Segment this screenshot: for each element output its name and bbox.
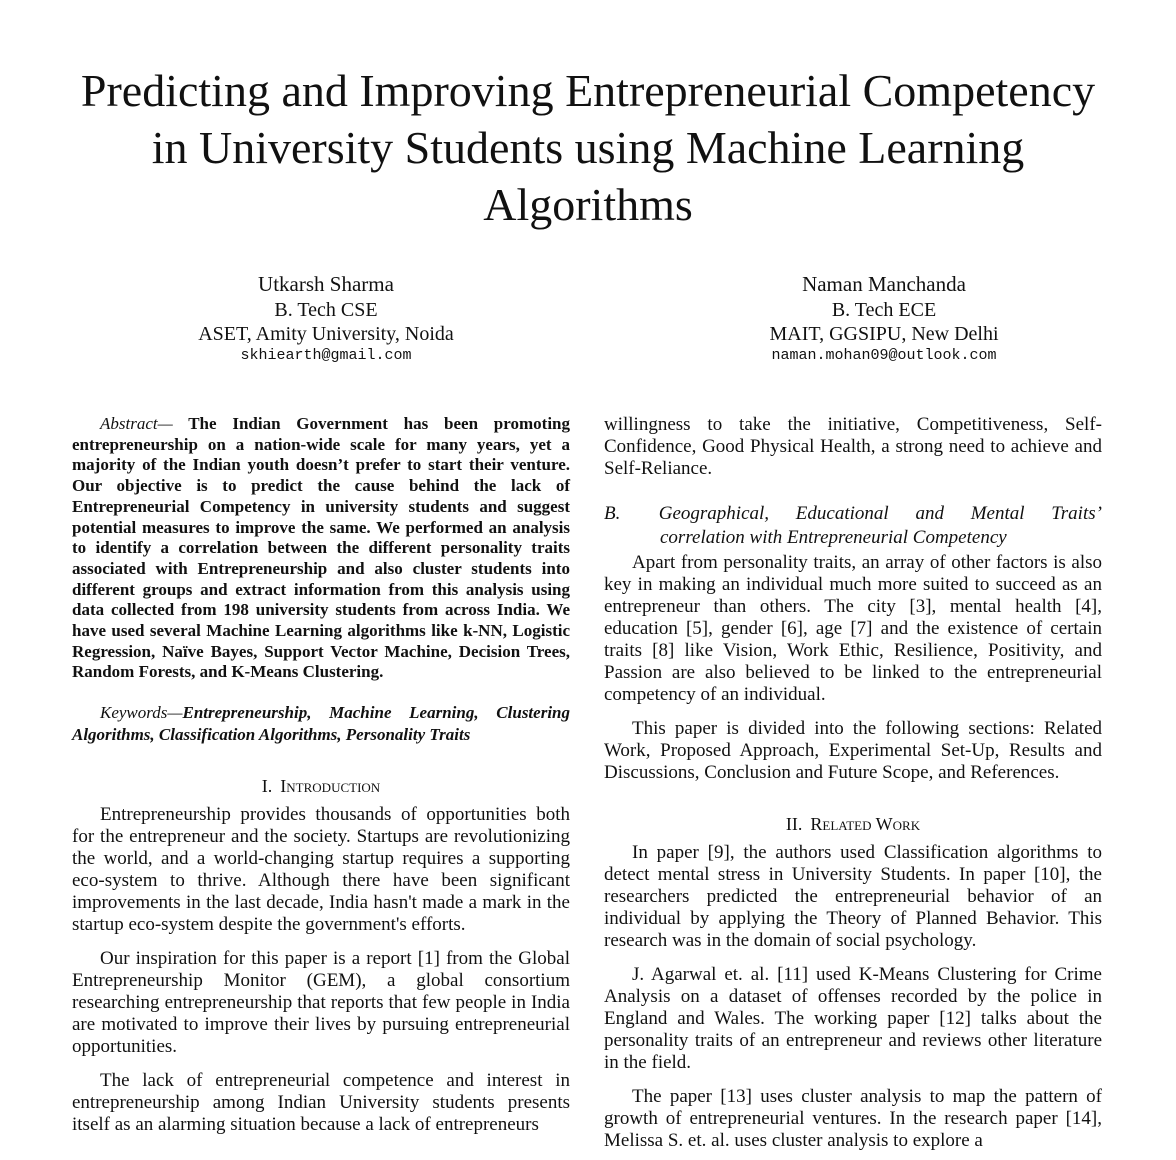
keywords-text: Entrepreneurship, Machine Learning, Clustering Algorithms, Classification Algorithms, Personality Traits: [72, 703, 570, 745]
paper-title: Predicting and Improving Entrepreneurial Competency in University Students using Machine Learning Algorithms: [80, 65, 1096, 230]
abstract: [72, 414, 570, 683]
abstract-label: Abstract—: [100, 414, 173, 433]
abstract-text: The Indian Government has been promoting entrepreneurship on a nation-wide scale for many years, yet a majority of the Indian youth doesn’t prefer to start their venture. Our objective is to predict the cause behind the lack of Entrepreneurial Competency in university students and suggest potential measures to improve the same. We performed an analysis to identify a correlation between the different personality traits associated with Entrepreneurship and also cluster students into different groups and extract information from this analysis using data collected from 198 university students from across India. We have used several Machine Learning algorithms like k-NN, Logistic Regression, Naïve Bayes, Support Vector Machine, Decision Trees, Random Forests, and K-Means Clustering.: [72, 414, 570, 682]
subsection-title-word: and: [915, 503, 944, 524]
intro-paragraph-1: Entrepreneurship provides thousands of opportunities both for the entrepreneur and the society. Startups are revolutionizing the world, and a world-changing startup requires a supporting eco-system to thrive. Although there have been significant improvements in the last decade, India hasn't made a mark in the startup eco-system despite the government's efforts.: [72, 804, 570, 936]
subsection-title-word: Geographical,: [658, 503, 770, 524]
continued-paragraph: willingness to take the initiative, Competitiveness, Self-Confidence, Good Physical Health, a strong need to achieve and Self-Reliance.: [604, 414, 1102, 479]
related-work-paragraph-3: The paper [13] uses cluster analysis to map the pattern of growth of entrepreneurial ventures. In the research paper [14], Melissa S. et. al. uses cluster analysis to explore a: [604, 1086, 1102, 1151]
intro-paragraph-2: Our inspiration for this paper is a report [1] from the Global Entrepreneurship Monitor (GEM), a global consortium researching entrepreneurship that reports that few people in India are motivated to improve their lives by pursuing entrepreneurial opportunities.: [72, 948, 570, 1058]
author-affiliation: MAIT, GGSIPU, New Delhi: [769, 323, 999, 345]
subsection-b-paragraph-2: This paper is divided into the following sections: Related Work, Proposed Approach, Experimental Set-Up, Results and Discussions, Conclusion and Future Scope, and References.: [604, 718, 1102, 783]
section-heading-related-work: [604, 812, 1102, 836]
section-number: II.: [785, 814, 803, 834]
keywords: [72, 702, 570, 746]
subsection-title-word: Traits’: [1051, 503, 1102, 524]
keywords-label: Keywords—: [100, 703, 183, 723]
subsection-title-line-2: correlation with Entrepreneurial Competency: [660, 526, 1007, 548]
author-email: naman.mohan09@outlook.com: [771, 347, 997, 364]
author-email: skhiearth@gmail.com: [240, 347, 412, 364]
section-title: Related Work: [810, 814, 921, 834]
subsection-b-paragraph-1: Apart from personality traits, an array of other factors is also key in making an individual much more suited to succeed as an entrepreneur than others. The city [3], mental health [4], education [5], gender [6], age [7] and the existence of certain traits [8] like Vision, Work Ethic, Resilience, Positivity, and Passion are also believed to be linked to the entrepreneurial competency of an individual.: [604, 552, 1102, 705]
author-block-1: [116, 271, 536, 366]
subsection-title-line-1: B. Geographical, Educational and Mental Traits’: [604, 503, 1102, 524]
author-degree: B. Tech CSE: [274, 299, 378, 321]
author-degree: B. Tech ECE: [831, 299, 937, 321]
author-affiliation: ASET, Amity University, Noida: [198, 323, 454, 345]
author-name: Utkarsh Sharma: [258, 272, 394, 296]
subsection-heading-b: [604, 502, 1102, 549]
subsection-title-word: Educational: [795, 503, 889, 524]
author-name: Naman Manchanda: [802, 272, 966, 296]
left-column: [72, 414, 570, 1136]
section-heading-introduction: [72, 774, 570, 798]
section-number: I.: [261, 776, 273, 797]
related-work-paragraph-2: J. Agarwal et. al. [11] used K-Means Clustering for Crime Analysis on a dataset of offenses recorded by the police in England and Wales. The working paper [12] talks about the personality traits of an entrepreneur and reviews other literature in the field.: [604, 964, 1102, 1073]
section-title: Introduction: [280, 776, 381, 797]
author-block-2: [674, 271, 1094, 366]
related-work-paragraph-1: In paper [9], the authors used Classification algorithms to detect mental stress in University Students. In paper [10], the researchers predicted the entrepreneurial behavior of an individual by applying the Theory of Planned Behavior. This research was in the domain of social psychology.: [604, 842, 1102, 951]
intro-paragraph-3: The lack of entrepreneurial competence and interest in entrepreneurship among Indian University students presents itself as an alarming situation because a lack of entrepreneurs: [72, 1070, 570, 1136]
subsection-title-word: Mental: [970, 503, 1025, 524]
right-column: [604, 414, 1102, 1152]
